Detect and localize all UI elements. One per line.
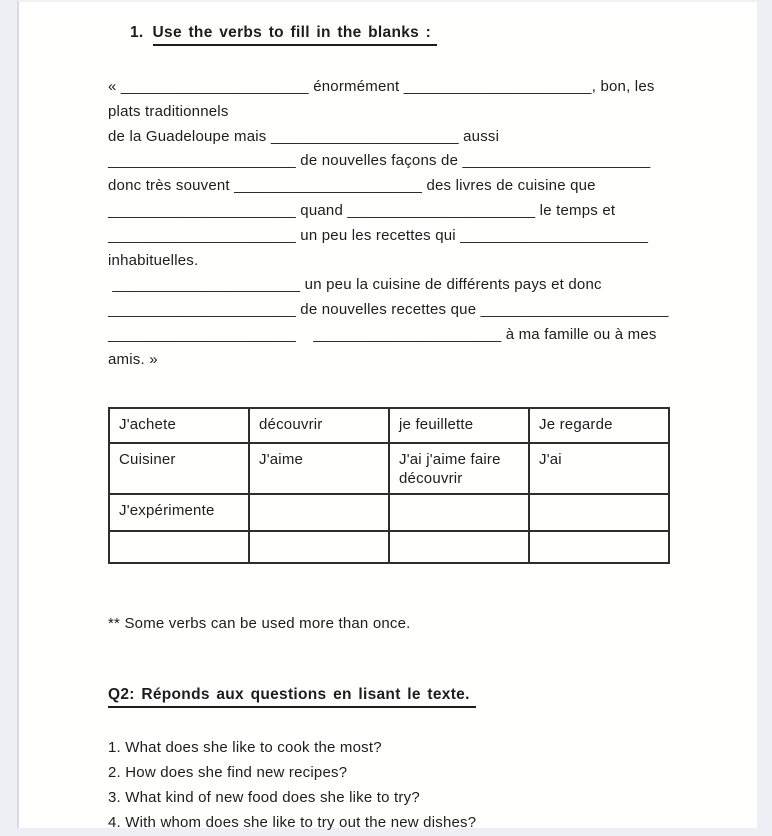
section1-title: Use the verbs to fill in the blanks : [153,23,438,46]
verb-cell: découvrir [249,408,389,443]
verb-cell [529,494,669,531]
passage-line: plats traditionnels [108,102,229,120]
section1-number: 1. [130,24,144,41]
worksheet-content [19,23,757,836]
verb-cell: J'aime [249,443,389,494]
verb-cell: J'expérimente [109,494,249,531]
verb-table-row [109,494,669,531]
verb-cell: J'ai j'aime faire découvrir [389,443,529,494]
verb-cell: Je regarde [529,408,669,443]
question-item: 4. With whom does she like to try out the new dishes? [108,814,477,832]
verb-cell [389,494,529,531]
verb-table [108,407,670,564]
passage-line: ______________________ quand ______________________ le temps et [108,201,616,219]
passage-line: ______________________ ______________________ à ma famille ou à mes [108,325,657,343]
passage-line: amis. » [108,350,158,368]
section2-heading [108,685,747,708]
verb-cell: J'ai [529,443,669,494]
passage-line: ______________________ de nouvelles recettes que ______________________ [108,301,669,319]
verb-cell: Cuisiner [109,443,249,494]
verb-cell: J'achete [109,408,249,443]
section1-heading [130,23,747,46]
passage-line: « ______________________ énormément ______________________, bon, les [108,78,655,95]
question-item: 2. How does she find new recipes? [108,763,348,781]
question-item: 3. What kind of new food does she like to try? [108,789,420,807]
verb-table-row [109,408,669,443]
verb-cell [249,494,389,531]
verb-cell: je feuillette [389,408,529,443]
verb-cell [109,531,249,563]
question-list [108,735,747,836]
passage-line: donc très souvent ______________________ des livres de cuisine que [108,177,596,195]
fill-in-passage [108,75,747,373]
passage-line: ______________________ un peu les recettes qui ______________________ [108,226,649,244]
passage-line: de la Guadeloupe mais ______________________ aussi [108,127,500,145]
section2-title: Q2: Réponds aux questions en lisant le texte. [108,685,476,708]
worksheet-page [17,0,757,832]
verb-cell [249,531,389,563]
verbs-reuse-note: ** Some verbs can be used more than once. [108,614,411,632]
passage-line: ______________________ de nouvelles façons de ______________________ [108,152,651,170]
verb-table-row [109,531,669,563]
passage-line: inhabituelles. [108,251,199,269]
passage-line: ______________________ un peu la cuisine de différents pays et donc [108,276,602,294]
verb-cell [529,531,669,563]
question-item: 1. What does she like to cook the most? [108,738,382,756]
verb-cell [389,531,529,563]
verb-table-row [109,443,669,494]
